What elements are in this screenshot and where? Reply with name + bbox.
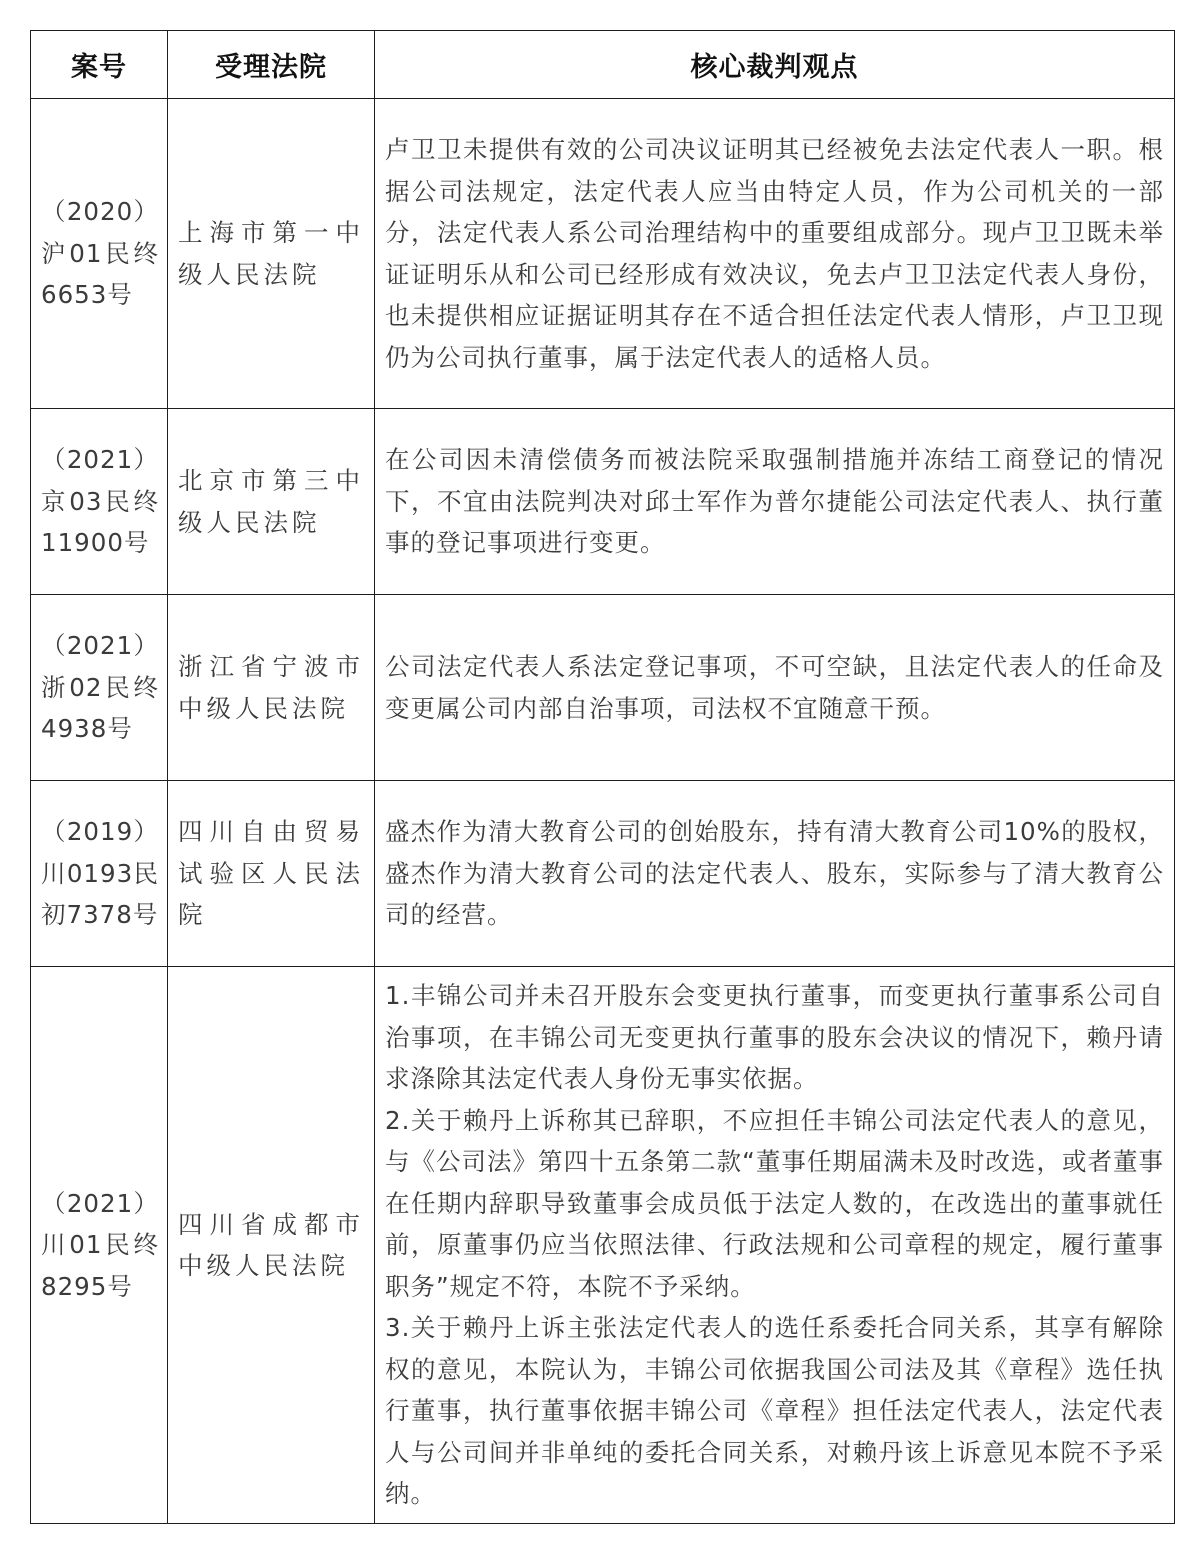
viewpoint-point-1: 1.丰锦公司并未召开股东会变更执行董事，而变更执行董事系公司自治事项，在丰锦公司无变更执行董事的股东会决议的情况下，赖丹请求涤除其法定代表人身份无事实依据。 [385, 981, 1164, 1094]
table-row [31, 409, 1175, 595]
court-cell: 浙江省宁波市中级人民法院 [168, 595, 375, 781]
viewpoint-cell [375, 409, 1175, 595]
viewpoint-text: 卢卫卫未提供有效的公司决议证明其已经被免去法定代表人一职。根据公司法规定，法定代表人应当由特定人员，作为公司机关的一部分，法定代表人系公司治理结构中的重要组成部分。现卢卫卫既未举证证明乐从和公司已经形成有效决议，免去卢卫卫法定代表人身份，也未提供相应证据证明其存在不适合担任法定代表人情形，卢卫卫现仍为公司执行董事，属于法定代表人的适格人员。 [385, 135, 1164, 372]
table-header [31, 31, 1175, 99]
viewpoint-point-3: 3.关于赖丹上诉主张法定代表人的选任系委托合同关系，其享有解除权的意见，本院认为，丰锦公司依据我国公司法及其《章程》选任执行董事，执行董事依据丰锦公司《章程》担任法定代表人，法定代表人与公司间并非单纯的委托合同关系，对赖丹该上诉意见本院不予采纳。 [385, 1313, 1164, 1509]
court-cell: 四川省成都市中级人民法院 [168, 967, 375, 1524]
court-cell: 四川自由贸易试验区人民法院 [168, 781, 375, 967]
viewpoint-cell [375, 99, 1175, 409]
table-row [31, 967, 1175, 1524]
case-number-cell: （2020）沪01民终6653号 [31, 99, 168, 409]
table-body [31, 99, 1175, 1524]
table-row [31, 595, 1175, 781]
viewpoint-cell [375, 595, 1175, 781]
header-viewpoint: 核心裁判观点 [375, 31, 1175, 99]
table-row [31, 99, 1175, 409]
case-number-cell: （2019）川0193民初7378号 [31, 781, 168, 967]
court-cell: 上海市第一中级人民法院 [168, 99, 375, 409]
table-row [31, 781, 1175, 967]
case-number-cell: （2021）浙02民终4938号 [31, 595, 168, 781]
viewpoint-text: 盛杰作为清大教育公司的创始股东，持有清大教育公司10%的股权，盛杰作为清大教育公司的法定代表人、股东，实际参与了清大教育公司的经营。 [385, 817, 1164, 930]
viewpoint-cell [375, 781, 1175, 967]
viewpoint-text: 在公司因未清偿债务而被法院采取强制措施并冻结工商登记的情况下，不宜由法院判决对邱士军作为普尔捷能公司法定代表人、执行董事的登记事项进行变更。 [385, 445, 1164, 558]
header-case-no: 案号 [31, 31, 168, 99]
viewpoint-point-2: 2.关于赖丹上诉称其已辞职，不应担任丰锦公司法定代表人的意见，与《公司法》第四十五条第二款“董事任期届满未及时改选，或者董事在任期内辞职导致董事会成员低于法定人数的，在改选出的董事就任前，原董事仍应当依照法律、行政法规和公司章程的规定，履行董事职务”规定不符，本院不予采纳。 [385, 1105, 1164, 1301]
header-court: 受理法院 [168, 31, 375, 99]
case-table [30, 30, 1175, 1524]
case-number-cell: （2021）川01民终8295号 [31, 967, 168, 1524]
court-cell: 北京市第三中级人民法院 [168, 409, 375, 595]
case-number-cell: （2021）京03民终11900号 [31, 409, 168, 595]
viewpoint-text: 公司法定代表人系法定登记事项，不可空缺，且法定代表人的任命及变更属公司内部自治事项，司法权不宜随意干预。 [385, 652, 1164, 723]
viewpoint-cell [375, 967, 1175, 1524]
header-row [31, 31, 1175, 99]
